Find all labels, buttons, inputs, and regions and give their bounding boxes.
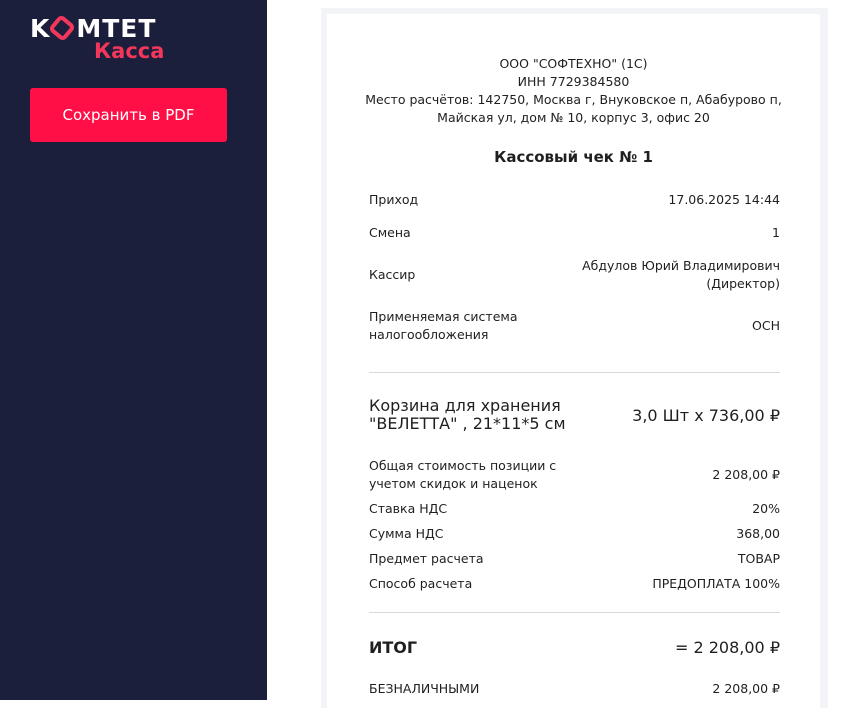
detail-label: Предмет расчета (369, 551, 484, 566)
receipt (327, 14, 820, 714)
place-line-2: Майская ул, дом № 10, корпус 3, офис 20 (437, 110, 710, 125)
detail-label-line: учетом скидок и наценок (369, 476, 538, 491)
item-name-line: "ВЕЛЕТТА" , 21*11*5 см (369, 414, 566, 433)
info-value: ОСН (752, 318, 780, 333)
detail-value: ПРЕДОПЛАТА 100% (652, 576, 780, 591)
logo-bottom-text: Касса (94, 39, 165, 63)
info-row-tax-system (369, 308, 780, 344)
detail-value: ТОВАР (737, 551, 780, 566)
item-qty-price: 3,0 Шт x 736,00 ₽ (632, 406, 780, 425)
info-row-cashier (369, 257, 780, 293)
logo-top-text: K MTET (30, 14, 157, 43)
info-value (582, 257, 780, 293)
info-label: Приход (369, 192, 419, 207)
info-label (369, 308, 517, 344)
info-row-shift (369, 224, 780, 242)
info-row-income (369, 191, 780, 209)
komtet-kassa-logo (30, 14, 190, 62)
payment-row (369, 680, 780, 698)
item-detail-row (369, 575, 780, 593)
item-detail-row (369, 550, 780, 568)
org-inn: ИНН 7729384580 (517, 74, 630, 89)
item-detail-row (369, 457, 780, 493)
detail-label: Ставка НДС (369, 501, 448, 516)
receipt-title: Кассовый чек № 1 (494, 148, 653, 166)
total-value: = 2 208,00 ₽ (674, 638, 780, 657)
main-area (267, 0, 863, 700)
sidebar (0, 0, 267, 700)
total-label: ИТОГ (369, 638, 418, 657)
item-detail-row (369, 525, 780, 543)
payment-label: БЕЗНАЛИЧНЫМИ (369, 681, 480, 696)
logo-diamond-icon (48, 14, 76, 42)
detail-value: 20% (752, 501, 780, 516)
info-value: 17.06.2025 14:44 (668, 192, 780, 207)
info-label: Смена (369, 225, 411, 240)
detail-value: 2 208,00 ₽ (712, 467, 780, 482)
cashier-role: (Директор) (706, 276, 780, 291)
place-line-1: Место расчётов: 142750, Москва г, Внуковское п, Абабурово п, (365, 92, 782, 107)
org-name: ООО "СОФТЕХНО" (1С) (499, 56, 648, 71)
payment-value: 2 208,00 ₽ (712, 681, 780, 696)
item-name-line: Корзина для хранения (369, 396, 561, 415)
item-name (369, 397, 589, 433)
divider (369, 612, 780, 613)
detail-label: Сумма НДС (369, 526, 444, 541)
info-value: 1 (772, 225, 780, 240)
cashier-name: Абдулов Юрий Владимирович (582, 258, 780, 273)
info-label-line: Применяемая система (369, 309, 518, 324)
item-detail-row (369, 500, 780, 518)
detail-label-line: Общая стоимость позиции с (369, 458, 557, 473)
divider (369, 372, 780, 373)
detail-label (369, 457, 556, 493)
info-label: Кассир (369, 267, 416, 282)
save-pdf-button[interactable]: Сохранить в PDF (30, 88, 227, 142)
receipt-header (327, 55, 820, 127)
detail-label: Способ расчета (369, 576, 473, 591)
detail-value: 368,00 (736, 526, 780, 541)
info-label-line: налогообложения (369, 327, 489, 342)
